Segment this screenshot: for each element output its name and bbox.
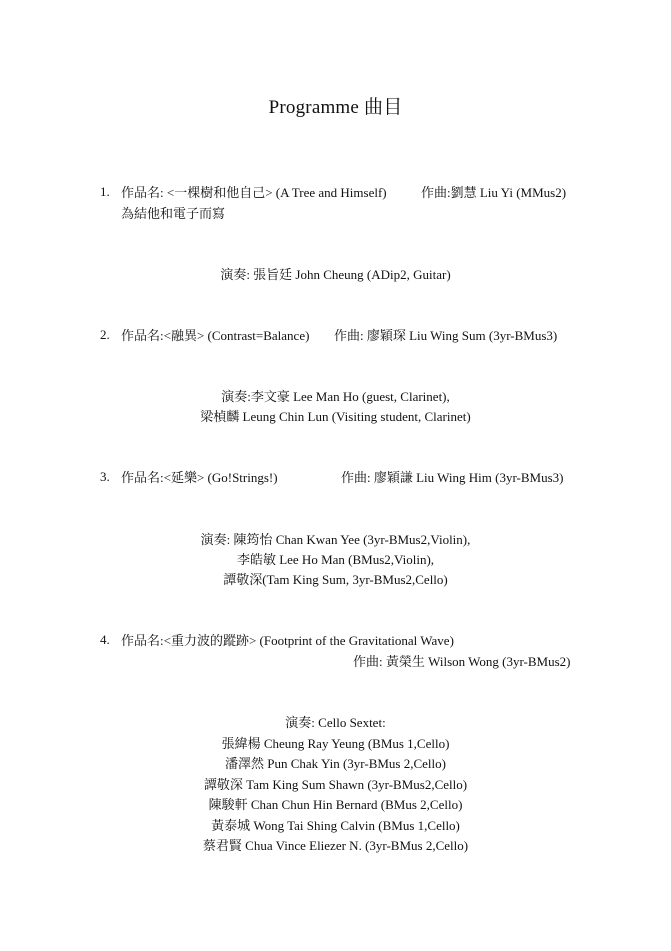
piece-work-title: 作品名:<融異> (Contrast=Balance) [121,328,310,343]
performer-line: 梁楨麟 Leung Chin Lun (Visiting student, Clarinet) [200,409,471,424]
piece-composer: 作曲: 廖穎琛 Liu Wing Sum (3yr-BMus3) [334,328,558,343]
performer-line: 張緯楊 Cheung Ray Yeung (BMus 1,Cello) [221,736,450,751]
page-title: Programme 曲目 [268,97,403,118]
performer-line: 潘澤然 Pun Chak Yin (3yr-BMus 2,Cello) [225,756,446,771]
performer-line: 譚敬深 Tam King Sum Shawn (3yr-BMus2,Cello) [203,777,468,792]
piece-number: 4. [100,632,110,647]
performer-line: 陳駿軒 Chan Chun Hin Bernard (BMus 2,Cello) [208,797,463,812]
performer-line: 演奏:李文豪 Lee Man Ho (guest, Clarinet), [221,389,450,404]
performer-line: 演奏: 陳筠怡 Chan Kwan Yee (3yr-BMus2,Violin), [200,532,471,547]
piece-number: 1. [100,184,110,199]
piece-work-title: 作品名:<延樂> (Go!Strings!) [121,470,278,485]
performer-line: 李皓敏 Lee Ho Man (BMus2,Violin), [236,552,435,567]
piece-work-title: 作品名: <一棵樹和他自己> (A Tree and Himself) [121,185,387,200]
performer-line: 黃泰城 Wong Tai Shing Calvin (BMus 1,Cello) [211,818,460,833]
piece-composer: 作曲: 黃榮生 Wilson Wong (3yr-BMus2) [353,654,571,669]
piece-note: 為結他和電子而寫 [121,206,226,221]
performer-line: 演奏: Cello Sextet: [285,715,386,730]
performer-line: 譚敬深(Tam King Sum, 3yr-BMus2,Cello) [223,572,448,587]
performer-line: 演奏: 張旨廷 John Cheung (ADip2, Guitar) [220,267,451,282]
piece-number: 3. [100,469,110,484]
piece-composer: 作曲:劉慧 Liu Yi (MMus2) [421,185,567,200]
performer-line: 蔡君賢 Chua Vince Eliezer N. (3yr-BMus 2,Cello) [202,838,469,853]
piece-work-title: 作品名:<重力波的蹤跡> (Footprint of the Gravitational Wave) [121,633,454,648]
piece-number: 2. [100,327,110,342]
piece-composer: 作曲: 廖穎謙 Liu Wing Him (3yr-BMus3) [341,470,564,485]
